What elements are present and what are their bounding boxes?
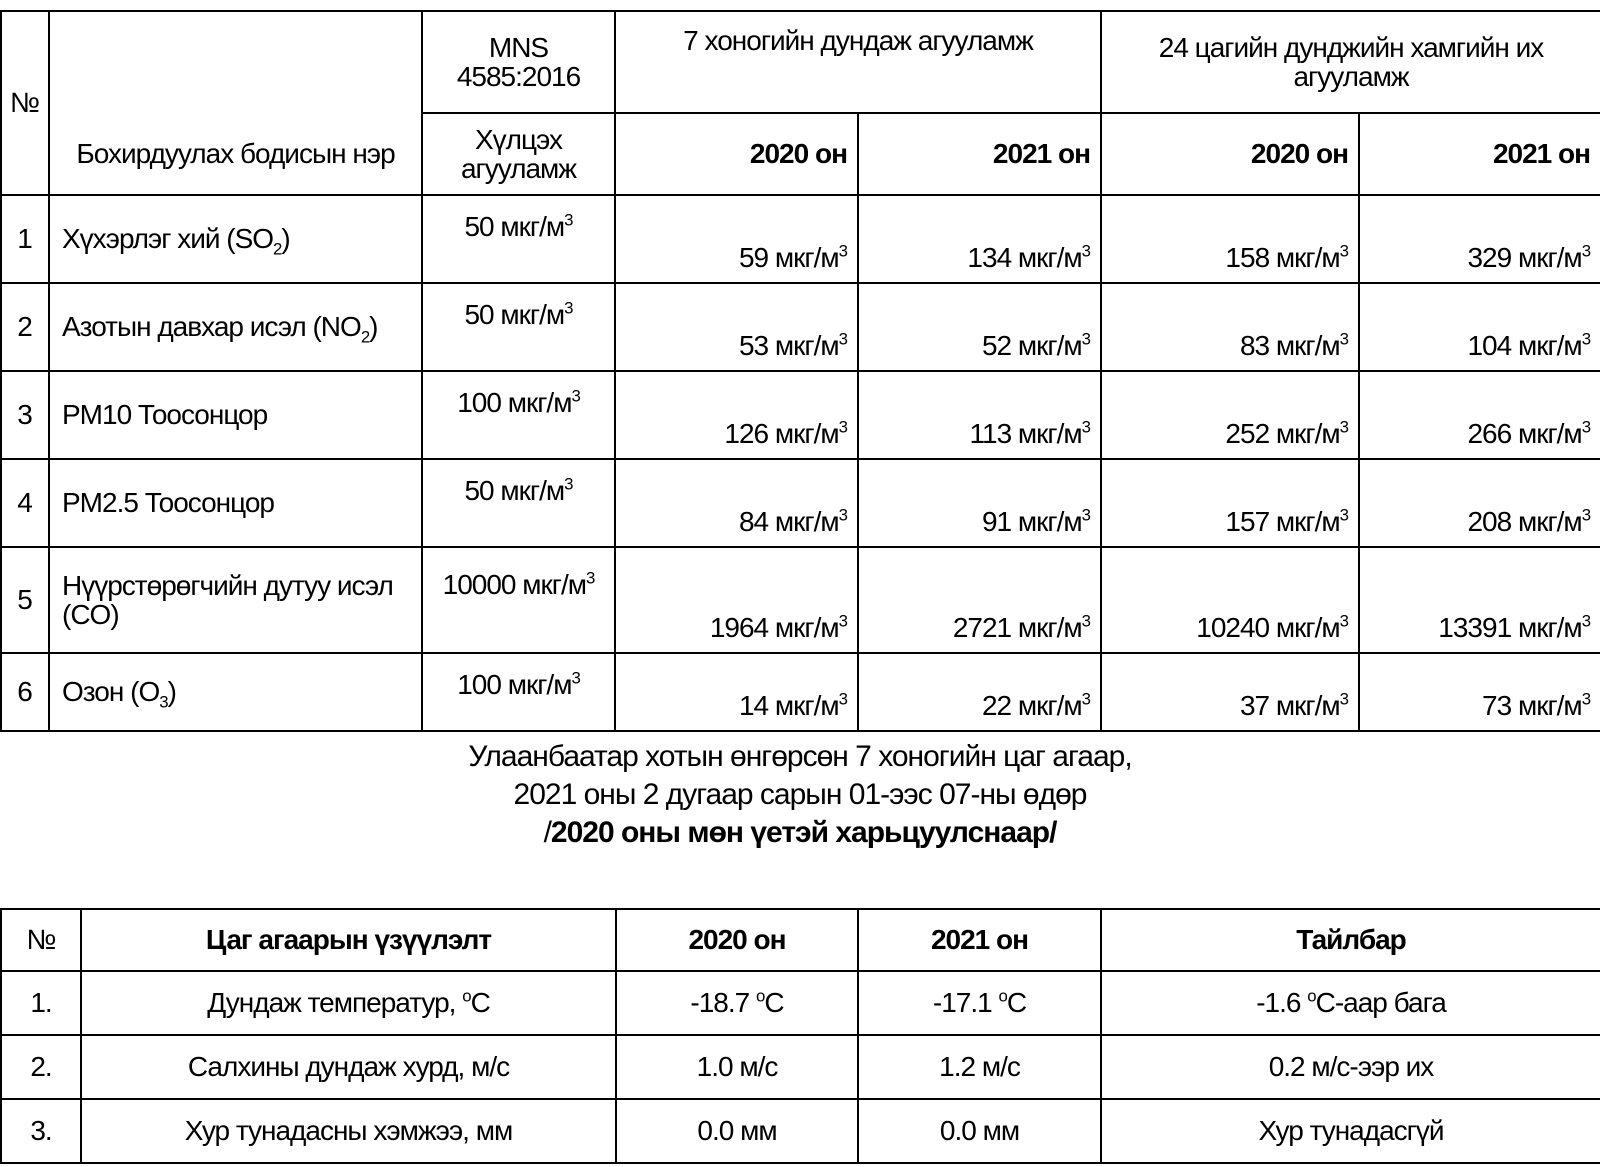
value-unit: мкг/м [1517, 329, 1582, 361]
degree-sign: o [1307, 986, 1316, 1006]
row-number: 5 [1, 547, 49, 653]
value-number: 10240 [1196, 611, 1270, 643]
daily-2020-value [1101, 283, 1359, 371]
pollutant-subscript: 3 [159, 692, 168, 712]
col-header-num: № [1, 909, 81, 971]
standard-value [422, 459, 615, 547]
value-unit: мкг/м [1275, 241, 1340, 273]
heading-bold-text: 2020 оны мөн үетэй харьцуулснаар/ [550, 816, 1057, 849]
indicator-name-main: Салхины дундаж хурд, м/с [187, 1051, 510, 1083]
value-number: 100 [457, 669, 501, 700]
value-2020 [616, 1035, 858, 1099]
value-unit: мкг/м [1275, 505, 1340, 537]
value-2021 [858, 1099, 1101, 1163]
pollutant-subscript: 2 [360, 327, 370, 347]
value-number: 208 [1467, 505, 1512, 537]
degree-sign: o [998, 986, 1007, 1006]
standard-value [422, 547, 615, 653]
value-unit-exponent: 3 [838, 505, 847, 525]
weekly-2020-value [615, 653, 858, 731]
heading-line-3 [0, 814, 1600, 852]
row-number: 3 [1, 371, 49, 459]
weekly-2020-value [615, 459, 858, 547]
row-number: 2 [1, 283, 49, 371]
value-unit: мкг/м [1017, 241, 1082, 273]
value-unit: мкг/м [1275, 611, 1340, 643]
value-unit-exponent: 3 [1339, 611, 1349, 631]
note-text-suffix: C-аар бага [1315, 987, 1446, 1019]
value-unit-exponent: 3 [564, 474, 573, 494]
row-number: 2. [1, 1035, 81, 1099]
weekly-2021-value [858, 283, 1101, 371]
value-2020-suffix: C [764, 987, 784, 1019]
indicator-name [81, 971, 616, 1035]
value-unit: мкг/м [1017, 417, 1082, 449]
degree-sign: o [462, 986, 471, 1006]
value-number: 83 [1239, 329, 1270, 361]
value-number: 126 [724, 417, 769, 449]
standard-value [422, 653, 615, 731]
value-unit-exponent: 3 [1581, 611, 1591, 631]
weekly-2021-value [858, 653, 1101, 731]
value-unit-exponent: 3 [564, 298, 573, 318]
value-2021-suffix: C [1006, 987, 1027, 1019]
value-unit-exponent: 3 [1339, 241, 1349, 261]
daily-2021-value [1359, 653, 1600, 731]
pollutant-name [49, 547, 422, 653]
col-header-weekly-2021: 2021 он [858, 113, 1101, 195]
value-unit-exponent: 3 [1581, 329, 1591, 349]
daily-2021-value [1359, 195, 1600, 283]
value-number: 2721 [952, 611, 1012, 643]
col-header-allowable: Хүлцэх агууламж [422, 113, 615, 195]
weekly-2020-value [615, 195, 858, 283]
pollutant-name-text: Азотын давхар исэл (NO [62, 311, 361, 343]
value-number: 1964 [709, 611, 769, 643]
value-unit: мкг/м [1017, 689, 1082, 721]
table-row [1, 371, 1600, 459]
value-unit: мкг/м [1275, 689, 1340, 721]
value-unit: мкг/м [1275, 329, 1340, 361]
value-2021-main: -17.1 [932, 987, 999, 1019]
standard-value [422, 371, 615, 459]
value-number: 73 [1482, 689, 1512, 721]
daily-2021-value [1359, 283, 1600, 371]
pollutant-name-tail: ) [167, 676, 176, 708]
value-unit-exponent: 3 [571, 668, 580, 688]
value-number: 91 [981, 505, 1012, 537]
value-unit-exponent: 3 [838, 329, 847, 349]
note-text [1101, 1035, 1600, 1099]
pollutant-name-text: Хүхэрлэг хий (SO [62, 223, 274, 255]
value-unit: мкг/м [774, 329, 839, 361]
value-2021-main: 0.0 мм [939, 1115, 1020, 1147]
value-number: 53 [738, 329, 769, 361]
value-unit: мкг/м [774, 689, 839, 721]
value-number: 134 [967, 241, 1012, 273]
heading-line-2: 2021 оны 2 дугаар сарын 01-ээс 07-ны өдөр [513, 778, 1087, 811]
value-2021 [858, 1035, 1101, 1099]
value-unit: мкг/м [500, 475, 565, 506]
indicator-name-main: Хур тунадасны хэмжээ, мм [184, 1115, 513, 1147]
weekly-2020-value [615, 547, 858, 653]
pollutant-name-text: Нүүрстөрөгчийн дутуу исэл (CO) [62, 569, 393, 630]
value-unit: мкг/м [507, 387, 572, 418]
pollutant-name [49, 283, 422, 371]
value-unit-exponent: 3 [1339, 689, 1349, 709]
pollutant-name-tail: ) [281, 223, 290, 255]
weather-table [0, 908, 1600, 1164]
value-unit: мкг/м [1517, 241, 1582, 273]
value-unit-exponent: 3 [1339, 417, 1349, 437]
weekly-2021-value [858, 371, 1101, 459]
row-number: 3. [1, 1099, 81, 1163]
value-number: 22 [981, 689, 1012, 721]
value-unit: мкг/м [1517, 505, 1582, 537]
value-unit: мкг/м [1517, 417, 1582, 449]
note-text-main: Хур тунадасгүй [1258, 1115, 1444, 1147]
value-unit-exponent: 3 [1081, 417, 1091, 437]
value-number: 252 [1225, 417, 1270, 449]
daily-2020-value [1101, 195, 1359, 283]
standard-value [422, 283, 615, 371]
col-header-daily-2020: 2020 он [1101, 113, 1359, 195]
value-unit-exponent: 3 [1581, 241, 1591, 261]
value-unit: мкг/м [500, 299, 565, 330]
pollutant-name-text: PM2.5 Тоосонцор [62, 487, 274, 519]
weekly-2020-value [615, 283, 858, 371]
note-text-main: 0.2 м/с-ээр их [1268, 1051, 1434, 1083]
row-number: 4 [1, 459, 49, 547]
table-row [1, 547, 1600, 653]
table-row [1, 1035, 1600, 1099]
pollutant-name-text: Озон (O [62, 676, 160, 708]
value-number: 10000 [442, 569, 516, 600]
value-unit: мкг/м [774, 611, 839, 643]
value-unit-exponent: 3 [1081, 329, 1091, 349]
weather-heading [0, 738, 1600, 852]
col-header-2020: 2020 он [616, 909, 858, 971]
daily-2020-value [1101, 459, 1359, 547]
value-number: 50 [464, 299, 494, 330]
indicator-name [81, 1035, 616, 1099]
value-unit: мкг/м [1517, 611, 1582, 643]
value-number: 266 [1467, 417, 1512, 449]
value-unit: мкг/м [500, 211, 565, 242]
heading-line-1: Улаанбаатар хотын өнгөрсөн 7 хоногийн цаг агаар, [468, 740, 1132, 773]
col-header-daily-max: 24 цагийн дунджийн хамгийн их агууламж [1101, 11, 1600, 113]
col-header-weekly-2020: 2020 он [615, 113, 858, 195]
daily-2021-value [1359, 371, 1600, 459]
value-number: 84 [738, 505, 769, 537]
value-2021 [858, 971, 1101, 1035]
value-number: 37 [1239, 689, 1270, 721]
table-row [1, 653, 1600, 731]
indicator-name [81, 1099, 616, 1163]
value-unit: мкг/м [774, 505, 839, 537]
value-number: 100 [457, 387, 501, 418]
pollutant-name [49, 653, 422, 731]
value-unit-exponent: 3 [1081, 241, 1091, 261]
value-unit: мкг/м [1017, 611, 1082, 643]
indicator-name-main: Дундаж температур, [207, 987, 463, 1019]
value-number: 329 [1467, 241, 1512, 273]
pollutant-name-text: PM10 Тоосонцор [62, 399, 268, 431]
value-unit-exponent: 3 [1081, 689, 1091, 709]
value-unit-exponent: 3 [564, 210, 573, 230]
weekly-2020-value [615, 371, 858, 459]
value-2020-main: 1.0 м/с [696, 1051, 778, 1083]
daily-2020-value [1101, 653, 1359, 731]
value-2020-main: -18.7 [690, 987, 757, 1019]
value-unit: мкг/м [507, 669, 572, 700]
value-unit-exponent: 3 [838, 417, 847, 437]
value-unit-exponent: 3 [1339, 505, 1349, 525]
value-unit-exponent: 3 [1581, 505, 1591, 525]
value-unit-exponent: 3 [1081, 611, 1091, 631]
col-header-num: № [1, 11, 49, 195]
daily-2021-value [1359, 547, 1600, 653]
value-number: 50 [464, 475, 494, 506]
value-unit-exponent: 3 [1581, 689, 1591, 709]
value-unit: мкг/м [522, 569, 587, 600]
row-number: 1. [1, 971, 81, 1035]
value-number: 104 [1467, 329, 1512, 361]
col-header-standard: MNS 4585:2016 [422, 11, 615, 113]
col-header-indicator: Цаг агаарын үзүүлэлт [81, 909, 616, 971]
pollutant-name [49, 195, 422, 283]
value-unit: мкг/м [1517, 689, 1582, 721]
weekly-2021-value [858, 195, 1101, 283]
degree-sign: o [756, 986, 765, 1006]
value-number: 13391 [1438, 611, 1512, 643]
col-header-weekly-average: 7 хоногийн дундаж агууламж [615, 11, 1101, 113]
pollutant-name [49, 459, 422, 547]
value-unit: мкг/м [1017, 329, 1082, 361]
daily-2020-value [1101, 547, 1359, 653]
heading-slash: / [543, 816, 551, 849]
pollutant-name-tail: ) [369, 311, 378, 343]
value-number: 59 [738, 241, 769, 273]
value-number: 14 [738, 689, 775, 721]
value-2020 [616, 1099, 858, 1163]
table-row [1, 459, 1600, 547]
table-row [1, 283, 1600, 371]
col-header-note: Тайлбар [1101, 909, 1600, 971]
table-row [1, 1099, 1600, 1163]
value-unit: мкг/м [774, 241, 839, 273]
value-unit-exponent: 3 [838, 611, 847, 631]
note-text [1101, 1099, 1600, 1163]
value-number: 52 [981, 329, 1012, 361]
value-unit: мкг/м [774, 417, 839, 449]
value-unit-exponent: 3 [586, 568, 595, 588]
value-number: 158 [1225, 241, 1270, 273]
value-unit-exponent: 3 [571, 386, 580, 406]
indicator-name-suffix: C [470, 987, 490, 1019]
value-number: 113 [969, 417, 1012, 449]
pollutant-name [49, 371, 422, 459]
weekly-2021-value [858, 547, 1101, 653]
value-2020-main: 0.0 мм [697, 1115, 777, 1147]
standard-value [422, 195, 615, 283]
row-number: 1 [1, 195, 49, 283]
col-header-daily-2021: 2021 он [1359, 113, 1600, 195]
value-unit-exponent: 3 [1581, 417, 1591, 437]
value-number: 157 [1225, 505, 1270, 537]
value-unit-exponent: 3 [1339, 329, 1349, 349]
value-unit: мкг/м [1017, 505, 1082, 537]
weekly-2021-value [858, 459, 1101, 547]
table-row [1, 195, 1600, 283]
col-header-2021: 2021 он [858, 909, 1101, 971]
pollutant-subscript: 2 [273, 239, 282, 259]
note-text [1101, 971, 1600, 1035]
daily-2021-value [1359, 459, 1600, 547]
pollutant-table [0, 10, 1600, 732]
row-number: 6 [1, 653, 49, 731]
note-text-main: -1.6 [1256, 987, 1308, 1019]
value-unit-exponent: 3 [1081, 505, 1091, 525]
value-unit-exponent: 3 [838, 241, 847, 261]
value-2021-main: 1.2 м/с [939, 1051, 1020, 1083]
col-header-pollutant-name: Бохирдуулах бодисын нэр [49, 11, 422, 195]
value-number: 50 [464, 211, 494, 242]
daily-2020-value [1101, 371, 1359, 459]
value-2020 [616, 971, 858, 1035]
table-row [1, 971, 1600, 1035]
value-unit: мкг/м [1275, 417, 1340, 449]
value-unit-exponent: 3 [838, 689, 847, 709]
